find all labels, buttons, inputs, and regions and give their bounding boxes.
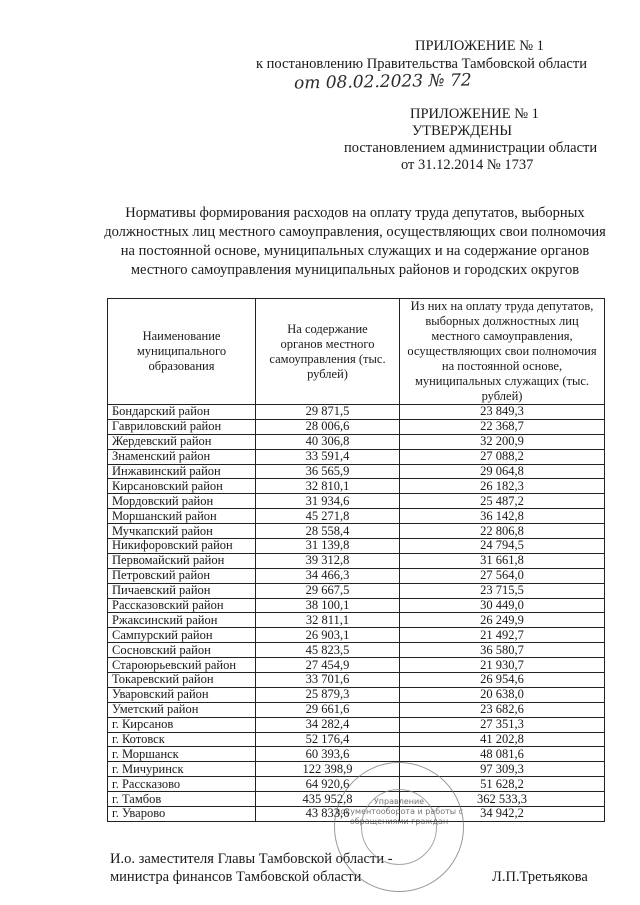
table-row <box>108 509 605 524</box>
maintenance-value: 29 871,5 <box>256 405 400 420</box>
maintenance-value: 33 701,6 <box>256 673 400 688</box>
table-row <box>108 628 605 643</box>
appendix-label-2: ПРИЛОЖЕНИЕ № 1 <box>410 106 539 122</box>
salary-value: 32 200,9 <box>400 434 605 449</box>
municipality-name: Жердевский район <box>108 434 256 449</box>
municipality-name: г. Моршанск <box>108 747 256 762</box>
handwritten-date: от 08.02.2023 № 72 <box>293 70 472 94</box>
signature-line-1: И.о. заместителя Главы Тамбовской области - <box>110 851 393 867</box>
maintenance-value: 43 833,6 <box>256 807 400 822</box>
table-row <box>108 583 605 598</box>
municipality-name: Староюрьевский район <box>108 658 256 673</box>
table-row <box>108 643 605 658</box>
salary-value: 51 628,2 <box>400 777 605 792</box>
maintenance-value: 64 920,6 <box>256 777 400 792</box>
municipality-name: Бондарский район <box>108 405 256 420</box>
salary-value: 21 930,7 <box>400 658 605 673</box>
maintenance-value: 34 282,4 <box>256 717 400 732</box>
maintenance-value: 122 398,9 <box>256 762 400 777</box>
maintenance-value: 31 139,8 <box>256 539 400 554</box>
municipality-name: Знаменский район <box>108 449 256 464</box>
salary-value: 97 309,3 <box>400 762 605 777</box>
municipality-name: Моршанский район <box>108 509 256 524</box>
municipality-name: Сосновский район <box>108 643 256 658</box>
official-seal <box>334 762 464 892</box>
municipality-name: г. Мичуринск <box>108 762 256 777</box>
table-row <box>108 524 605 539</box>
salary-value: 29 064,8 <box>400 464 605 479</box>
maintenance-value: 36 565,9 <box>256 464 400 479</box>
salary-value: 23 682,6 <box>400 702 605 717</box>
table-row <box>108 553 605 568</box>
document-title: Нормативы формирования расходов на оплату труда депутатов, выборных должностных лиц местного самоуправления, осуществляющих свои полномочия на постоянной основе, муниципальных служащих и на содержание органов местного самоуправления муниципальных районов и городских округов <box>104 205 606 278</box>
salary-value: 22 368,7 <box>400 419 605 434</box>
maintenance-value: 40 306,8 <box>256 434 400 449</box>
salary-value: 34 942,2 <box>400 807 605 822</box>
municipality-name: Пичаевский район <box>108 583 256 598</box>
maintenance-value: 25 879,3 <box>256 687 400 702</box>
norms-table <box>107 298 605 822</box>
maintenance-value: 60 393,6 <box>256 747 400 762</box>
table-row <box>108 732 605 747</box>
maintenance-value: 31 934,6 <box>256 494 400 509</box>
salary-value: 25 487,2 <box>400 494 605 509</box>
seal-text: Управление документооборота и работы с обращениями граждан <box>335 797 464 826</box>
table-row <box>108 658 605 673</box>
table-row <box>108 479 605 494</box>
table-row <box>108 717 605 732</box>
maintenance-value: 28 558,4 <box>256 524 400 539</box>
municipality-name: Петровский район <box>108 568 256 583</box>
salary-value: 36 580,7 <box>400 643 605 658</box>
salary-value: 362 533,3 <box>400 792 605 807</box>
municipality-name: г. Тамбов <box>108 792 256 807</box>
salary-value: 30 449,0 <box>400 598 605 613</box>
maintenance-value: 38 100,1 <box>256 598 400 613</box>
municipality-name: Кирсановский район <box>108 479 256 494</box>
maintenance-value: 32 811,1 <box>256 613 400 628</box>
municipality-name: г. Котовск <box>108 732 256 747</box>
municipality-name: Уметский район <box>108 702 256 717</box>
table-row <box>108 405 605 420</box>
table-row <box>108 673 605 688</box>
maintenance-value: 27 454,9 <box>256 658 400 673</box>
maintenance-value: 435 952,8 <box>256 792 400 807</box>
salary-value: 48 081,6 <box>400 747 605 762</box>
salary-value: 36 142,8 <box>400 509 605 524</box>
salary-value: 23 849,3 <box>400 405 605 420</box>
municipality-name: г. Уварово <box>108 807 256 822</box>
municipality-name: г. Кирсанов <box>108 717 256 732</box>
table-row <box>108 747 605 762</box>
municipality-name: Инжавинский район <box>108 464 256 479</box>
salary-value: 27 351,3 <box>400 717 605 732</box>
approved-label: УТВЕРЖДЕНЫ <box>412 123 513 139</box>
salary-value: 27 088,2 <box>400 449 605 464</box>
salary-value: 22 806,8 <box>400 524 605 539</box>
salary-value: 26 954,6 <box>400 673 605 688</box>
signatory-name: Л.П.Третьякова <box>492 869 588 885</box>
salary-value: 21 492,7 <box>400 628 605 643</box>
municipality-name: Уваровский район <box>108 687 256 702</box>
maintenance-value: 52 176,4 <box>256 732 400 747</box>
table-row <box>108 702 605 717</box>
table-row <box>108 494 605 509</box>
salary-value: 26 182,3 <box>400 479 605 494</box>
table-row <box>108 762 605 777</box>
salary-value: 41 202,8 <box>400 732 605 747</box>
table-row <box>108 568 605 583</box>
table-row <box>108 539 605 554</box>
maintenance-value: 26 903,1 <box>256 628 400 643</box>
header-maintenance-total: На содержание органов местного самоуправления (тыс. рублей) <box>256 299 400 405</box>
maintenance-value: 32 810,1 <box>256 479 400 494</box>
table-row <box>108 419 605 434</box>
salary-value: 20 638,0 <box>400 687 605 702</box>
salary-value: 27 564,0 <box>400 568 605 583</box>
approved-date: от 31.12.2014 № 1737 <box>401 157 534 173</box>
municipality-name: г. Рассказово <box>108 777 256 792</box>
maintenance-value: 29 661,6 <box>256 702 400 717</box>
approved-by: постановлением администрации области <box>344 140 598 156</box>
table-row <box>108 464 605 479</box>
appendix-label-1: ПРИЛОЖЕНИЕ № 1 <box>415 38 544 54</box>
table-header-row <box>108 299 605 405</box>
municipality-name: Токаревский район <box>108 673 256 688</box>
municipality-name: Никифоровский район <box>108 539 256 554</box>
salary-value: 24 794,5 <box>400 539 605 554</box>
header-municipality: Наименование муниципального образования <box>108 299 256 405</box>
table-row <box>108 598 605 613</box>
table-row <box>108 687 605 702</box>
maintenance-value: 33 591,4 <box>256 449 400 464</box>
salary-value: 26 249,9 <box>400 613 605 628</box>
municipality-name: Гавриловский район <box>108 419 256 434</box>
municipality-name: Сампурский район <box>108 628 256 643</box>
maintenance-value: 34 466,3 <box>256 568 400 583</box>
salary-value: 31 661,8 <box>400 553 605 568</box>
municipality-name: Мучкапский район <box>108 524 256 539</box>
signature-line-2: министра финансов Тамбовской области <box>110 869 362 885</box>
header-salary-part: Из них на оплату труда депутатов, выборных должностных лиц местного самоуправления, осуществляющих свои полномочия на постоянной основе, муниципальных служащих (тыс. рублей) <box>400 299 605 405</box>
maintenance-value: 45 271,8 <box>256 509 400 524</box>
table-row <box>108 449 605 464</box>
municipality-name: Рассказовский район <box>108 598 256 613</box>
salary-value: 23 715,5 <box>400 583 605 598</box>
resolution-reference: к постановлению Правительства Тамбовской области <box>256 56 587 72</box>
table-row <box>108 613 605 628</box>
maintenance-value: 28 006,6 <box>256 419 400 434</box>
maintenance-value: 29 667,5 <box>256 583 400 598</box>
table-row <box>108 434 605 449</box>
municipality-name: Ржаксинский район <box>108 613 256 628</box>
municipality-name: Мордовский район <box>108 494 256 509</box>
maintenance-value: 39 312,8 <box>256 553 400 568</box>
municipality-name: Первомайский район <box>108 553 256 568</box>
maintenance-value: 45 823,5 <box>256 643 400 658</box>
